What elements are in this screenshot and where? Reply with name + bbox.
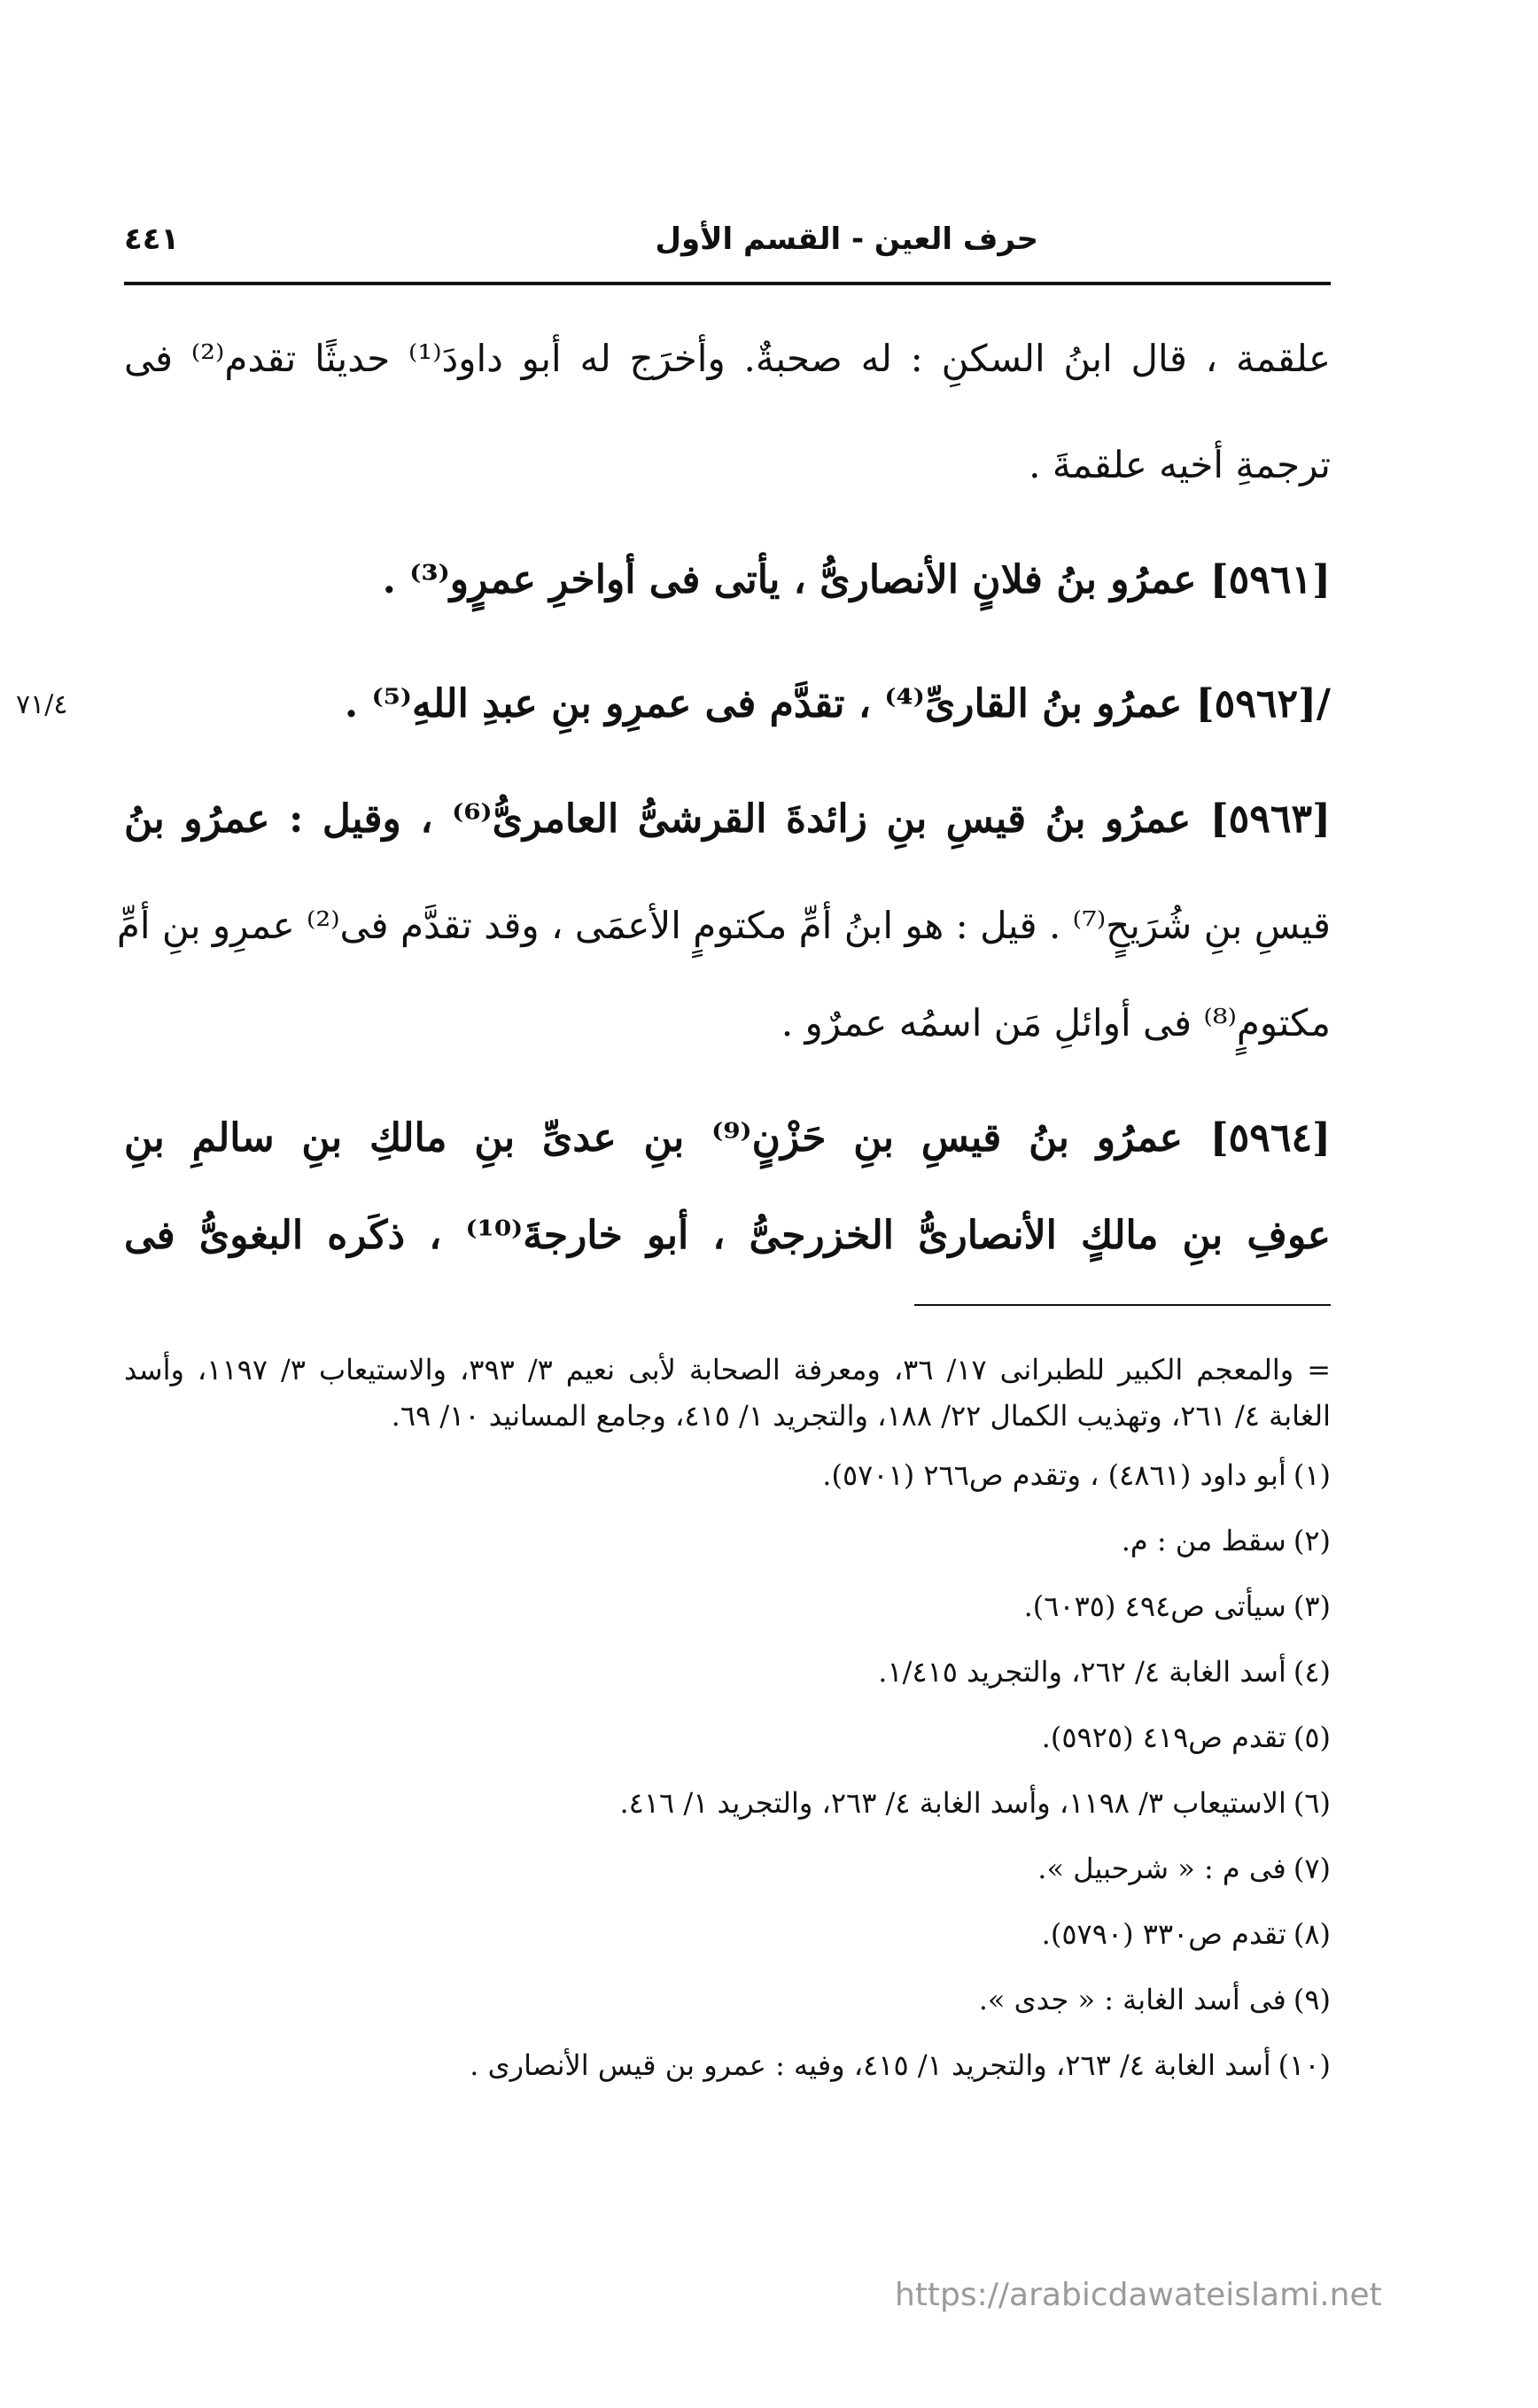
footnote-number: (٧) <box>1293 1852 1331 1885</box>
footnote-continuation: = والمعجم الكبير للطبرانى ١٧/ ٣٦، ومعرفة الصحابة لأبى نعيم ٣/ ٣٩٣، والاستيعاب ٣/ ١١٩٧، وأسد الغابة ٤/ ٢٦١، وتهذيب الكمال ٢٢/ ١٨٨، والتجريد ١/ ٤١٥، وجامع المسانيد ١٠/ ٦٩. <box>124 1353 1332 1433</box>
footnote-number: (٥) <box>1293 1721 1331 1754</box>
footnote-number: (٢) <box>1293 1524 1331 1557</box>
footnote-number: (٨) <box>1293 1917 1331 1951</box>
body-line: علقمة ، قال ابنُ السكنِ : له صحبةٌ. وأخرَج له أبو داودَ⁽¹⁾ حديثًا تقدم⁽²⁾ فى <box>124 337 1332 380</box>
footnote-text: أبو داود (٤٨٦١) ، وتقدم ص٢٦٦ (٥٧٠١). <box>822 1458 1286 1492</box>
footnote-text: تقدم ص٣٣٠ (٥٧٩٠). <box>1041 1917 1286 1951</box>
footnote-number: (٣) <box>1293 1589 1331 1623</box>
footnote-item <box>124 1455 1331 1520</box>
running-header <box>124 221 1331 275</box>
entry-5962: /[٥٩٦٢] عمرُو بنُ القارىِّ⁽⁴⁾ ، تقدَّم فى عمرِو بنِ عبدِ اللهِ⁽⁵⁾ . <box>344 681 1331 726</box>
footnote-text: أسد الغابة ٤/ ٢٦٢، والتجريد ١/٤١٥. <box>878 1655 1286 1689</box>
main-text <box>116 332 1332 1258</box>
footnote-text: الاستيعاب ٣/ ١١٩٨، وأسد الغابة ٤/ ٢٦٣، والتجريد ١/ ٤١٦. <box>619 1786 1286 1820</box>
body-line: قيسِ بنِ شُرَيحٍ⁽⁷⁾ . قيل : هو ابنُ أمِّ مكتومٍ الأعمَى ، وقد تقدَّم فى⁽²⁾ عمرِو بنِ أمِّ <box>116 904 1331 947</box>
footnotes <box>124 1347 1331 2110</box>
footnote-item <box>124 1717 1331 1783</box>
footnote-list <box>124 1455 1331 2110</box>
footnote-text: سيأتى ص٤٩٤ (٦٠٣٥). <box>1023 1589 1286 1623</box>
footnote-item <box>124 1979 1331 2045</box>
footnote-number: (١) <box>1293 1458 1331 1492</box>
entry-5964: [٥٩٦٤] عمرُو بنُ قيسِ بنِ حَزْنٍ⁽⁹⁾ بنِ عدىِّ بنِ مالكِ بنِ سالمِ بنِ <box>124 1115 1331 1161</box>
footnote-item <box>124 1520 1331 1586</box>
page-number: ٤٤١ <box>124 221 180 257</box>
footnote-text: فى أسد الغابة : « جدى ». <box>978 1983 1286 2016</box>
body-line: مكتومٍ⁽⁸⁾ فى أوائلِ مَن اسمُه عمرٌو . <box>781 1001 1331 1045</box>
footnote-item <box>124 2045 1331 2110</box>
footnote-number: (١٠) <box>1278 2048 1331 2082</box>
footnote-item <box>124 1848 1331 1914</box>
footnote-item <box>124 1651 1331 1717</box>
footnote-text: تقدم ص٤١٩ (٥٩٢٥). <box>1041 1721 1286 1754</box>
footnote-number: (٦) <box>1293 1786 1331 1820</box>
footnote-number: (٤) <box>1293 1655 1331 1689</box>
footnote-item <box>124 1586 1331 1651</box>
footnote-item <box>124 1914 1331 1979</box>
header-rule <box>124 282 1331 285</box>
watermark-url: https://arabicdawateislami.net <box>895 2277 1382 2313</box>
footnote-text: أسد الغابة ٤/ ٢٦٣، والتجريد ١/ ٤١٥، وفيه : عمرو بن قيس الأنصارى . <box>470 2048 1271 2082</box>
footnote-rule <box>914 1304 1331 1306</box>
footnote-text: فى م : « شرحبيل ». <box>1037 1852 1286 1885</box>
entry-5963: [٥٩٦٣] عمرُو بنُ قيسِ بنِ زائدةَ القرشىُّ العامرىُّ⁽⁶⁾ ، وقيل : عمرُو بنُ <box>124 796 1331 842</box>
footnote-text: سقط من : م. <box>1121 1524 1286 1557</box>
body-line: عوفِ بنِ مالكٍ الأنصارىُّ الخزرجىُّ ، أبو خارجةَ⁽¹⁰⁾ ، ذكَره البغوىُّ فى <box>124 1213 1331 1258</box>
entry-5961: [٥٩٦١] عمرُو بنُ فلانٍ الأنصارىُّ ، يأتى فى أواخرِ عمرٍو⁽³⁾ . <box>382 557 1331 602</box>
body-line: ترجمةِ أخيه علقمةَ . <box>1029 443 1331 486</box>
footnote-number: (٩) <box>1293 1983 1331 2016</box>
header-title: حرف العين - القسم الأول <box>655 221 1038 257</box>
margin-reference: ٧١/٤ <box>16 689 68 720</box>
footnote-item <box>124 1783 1331 1848</box>
